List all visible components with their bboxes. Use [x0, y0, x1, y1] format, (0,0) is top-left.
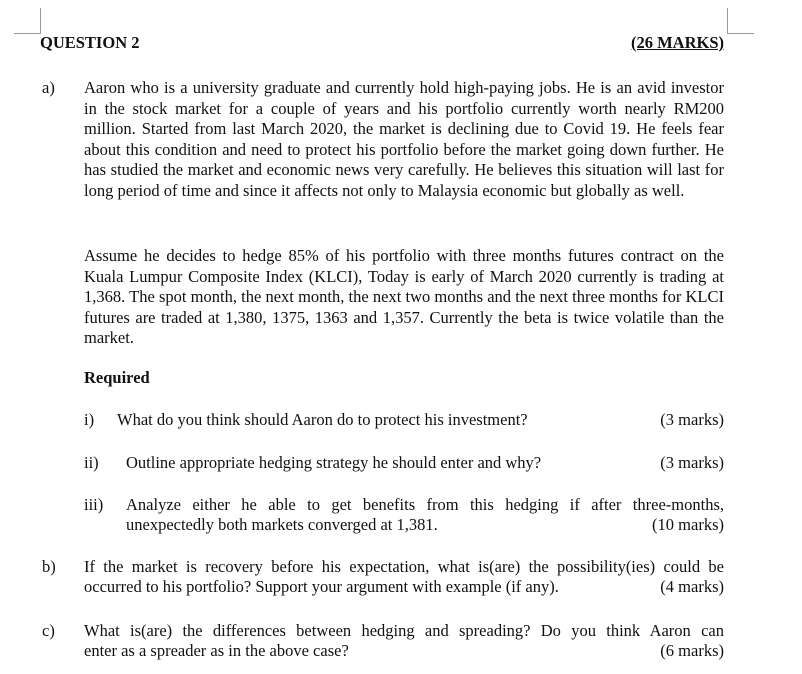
part-b-label: b) [42, 557, 56, 576]
total-marks-text: (26 MARKS) [630, 33, 724, 52]
item-iii-number: iii) [84, 495, 104, 514]
item-iii-marks: (10 marks) [652, 515, 724, 534]
item-iii-text-line-2: unexpectedly both markets converged at 1,381. [126, 515, 438, 534]
part-c-marks: (6 marks) [660, 641, 724, 660]
item-ii-marks: (3 marks) [660, 453, 724, 472]
item-i-text: What do you think should Aaron do to protect his investment? [117, 410, 528, 429]
part-a-label: a) [42, 78, 55, 97]
question-title: QUESTION 2 [40, 33, 140, 52]
part-a-paragraph-2: Assume he decides to hedge 85% of his portfolio with three months futures contract on the Kuala Lumpur Composite Index (KLCI), Today is early of March 2020 currently is trading at 1,368. The spot month, the next month, the next two months and the next three months for KLCI futures are traded at 1,380, 1375, 1363 and 1,357. Currently the beta is twice volatile than the market. [84, 246, 724, 347]
part-c-line-2: enter as a spreader as in the above case? [84, 641, 349, 660]
required-heading: Required [84, 368, 150, 387]
part-a-paragraph-1: Aaron who is a university graduate and currently hold high-paying jobs. He is an avid investor in the stock market for a couple of years and his portfolio currently worth nearly RM200 million. Started from last March 2020, the market is declining due to Covid 19. He feels fear about this condition and need to protect his portfolio before the market going down further. He has studied the market and economic news very carefully. He believes this situation will last for long period of time and since it affects not only to Malaysia economic but globally as well. [84, 78, 724, 200]
item-ii-number: ii) [84, 453, 99, 472]
item-i-number: i) [84, 410, 95, 429]
item-i-marks: (3 marks) [660, 410, 724, 429]
part-c-label: c) [42, 621, 55, 640]
part-b-marks: (4 marks) [660, 577, 724, 596]
item-iii-text-line-1: Analyze either he able to get benefits from this hedging if after three-months, [126, 495, 724, 514]
question-total-marks [631, 33, 724, 53]
part-c-line-1: What is(are) the differences between hedging and spreading? Do you think Aaron can [84, 621, 724, 640]
item-ii-text: Outline appropriate hedging strategy he should enter and why? [126, 453, 542, 472]
part-b-line-1: If the market is recovery before his expectation, what is(are) the possibility(ies) could be [84, 557, 724, 576]
part-b-line-2: occurred to his portfolio? Support your argument with example (if any). [84, 577, 559, 596]
